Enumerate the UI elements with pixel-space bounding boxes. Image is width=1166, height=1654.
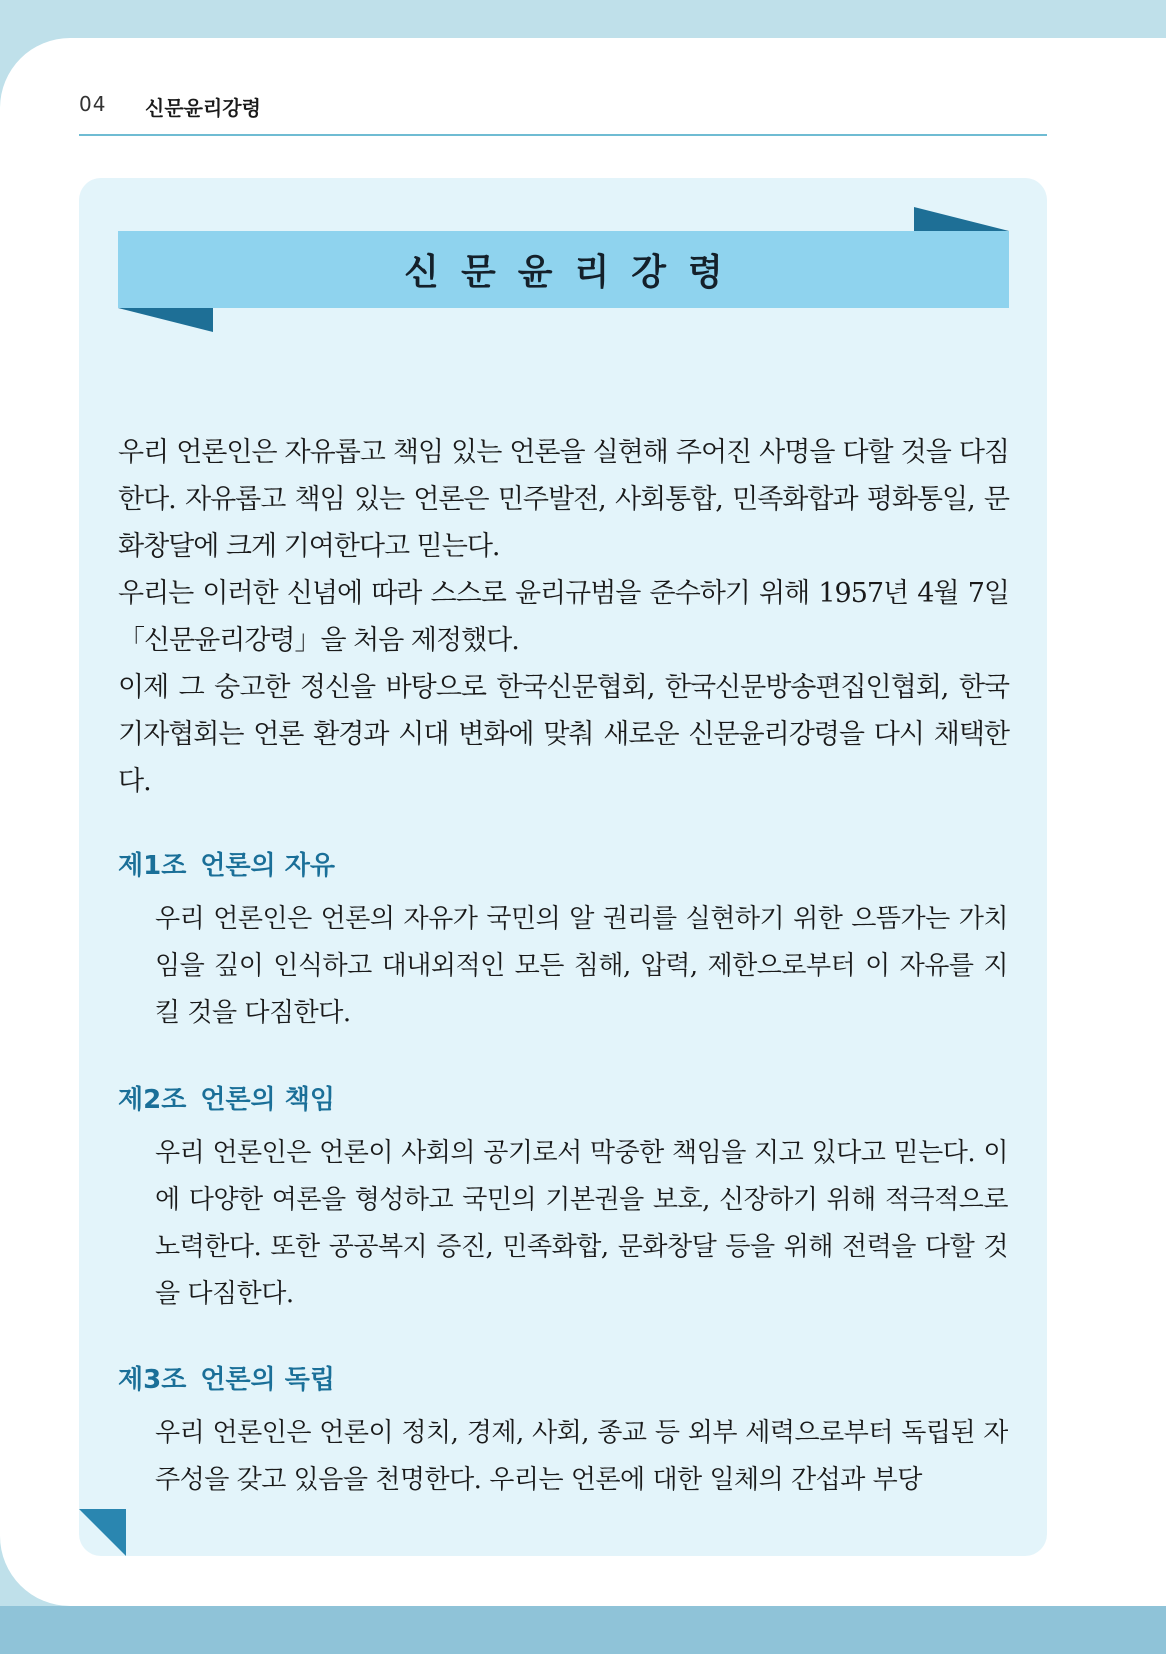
article-3-body: 우리 언론인은 언론이 정치, 경제, 사회, 종교 등 외부 세력으로부터 독립된 자주성을 갖고 있음을 천명한다. 우리는 언론에 대한 일체의 간섭과 부당 <box>155 1418 1008 1495</box>
preamble-paragraph: 이제 그 숭고한 정신을 바탕으로 한국신문협회, 한국신문방송편집인협회, 한국기자협회는 언론 환경과 시대 변화에 맞춰 새로운 신문윤리강령을 다시 채택한다. <box>118 672 1009 797</box>
page-bottom-band <box>0 1606 1166 1654</box>
article-2-heading <box>118 1079 335 1116</box>
running-header <box>79 90 1047 136</box>
article-number: 제1조 <box>118 851 187 881</box>
preamble <box>118 429 1009 805</box>
article-2-body: 우리 언론인은 언론이 사회의 공기로서 막중한 책임을 지고 있다고 믿는다. 이에 다양한 여론을 형성하고 국민의 기본권을 보호, 신장하기 위해 적극적으로 노력한다. 또한 공공복지 증진, 민족화합, 문화창달 등을 위해 전력을 다할 것을 다짐한다. <box>155 1138 1008 1309</box>
ribbon-title: 신문윤리강령 <box>404 252 745 293</box>
article-title: 언론의 책임 <box>200 1085 335 1115</box>
article-number: 제2조 <box>118 1085 187 1115</box>
title-ribbon <box>118 231 1009 308</box>
header-title: 신문윤리강령 <box>145 96 261 120</box>
preamble-paragraph: 우리 언론인은 자유롭고 책임 있는 언론을 실현해 주어진 사명을 다할 것을 다짐한다. 자유롭고 책임 있는 언론은 민주발전, 사회통합, 민족화합과 평화통일, 문화창달에 크게 기여한다고 믿는다. <box>118 437 1009 562</box>
article-1-body: 우리 언론인은 언론의 자유가 국민의 알 권리를 실현하기 위한 으뜸가는 가치임을 깊이 인식하고 대내외적인 모든 침해, 압력, 제한으로부터 이 자유를 지킬 것을 다짐한다. <box>155 904 1008 1028</box>
page-number: 04 <box>79 92 107 116</box>
page-top-band <box>0 0 1166 40</box>
article-3-heading <box>118 1359 335 1396</box>
article-title: 언론의 독립 <box>200 1365 335 1395</box>
preamble-paragraph: 우리는 이러한 신념에 따라 스스로 윤리규범을 준수하기 위해 1957년 4월 7일 「신문윤리강령」을 처음 제정했다. <box>118 578 1009 656</box>
article-1-heading <box>118 845 335 882</box>
article-title: 언론의 자유 <box>200 851 335 881</box>
article-number: 제3조 <box>118 1365 187 1395</box>
